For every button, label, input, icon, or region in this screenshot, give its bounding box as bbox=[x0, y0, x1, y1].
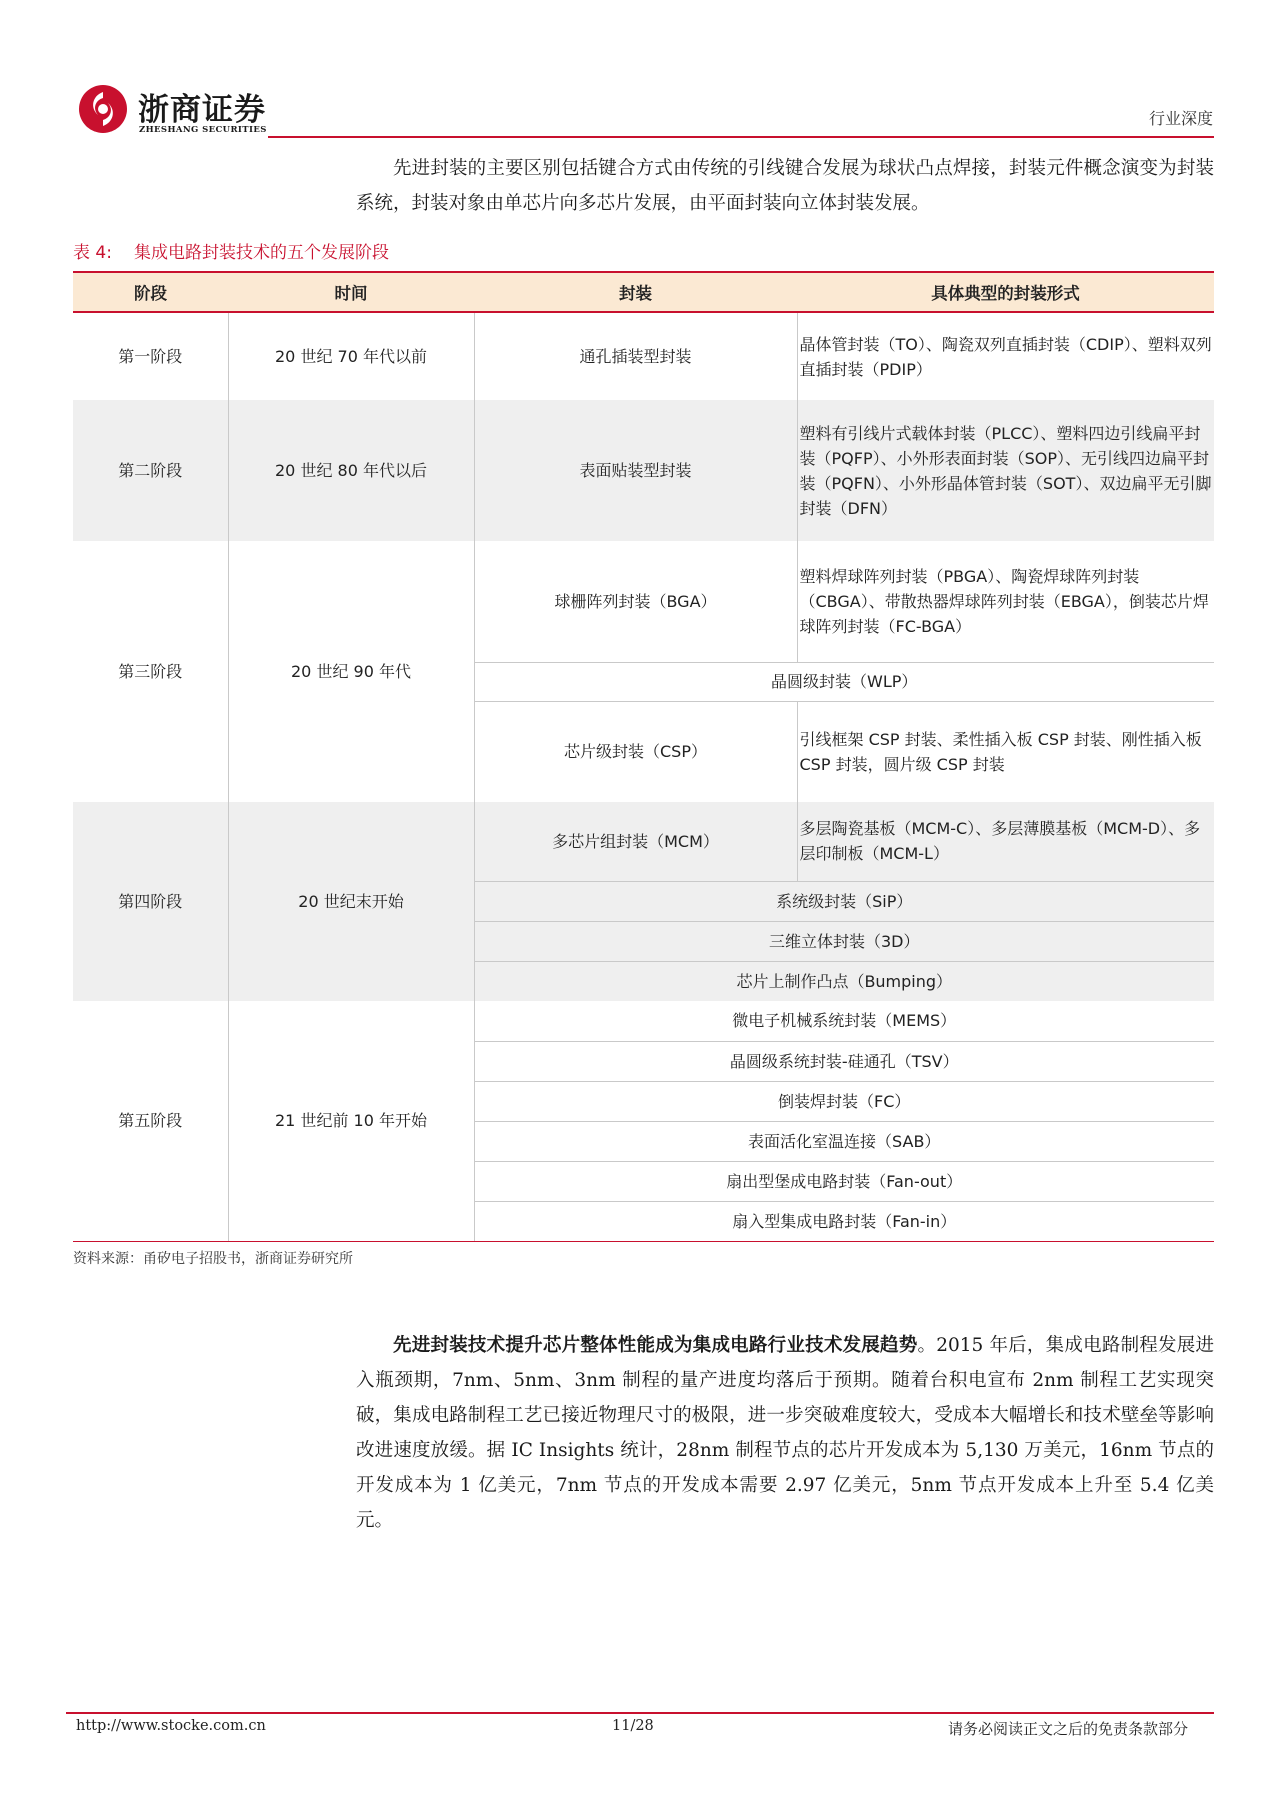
trend-paragraph bbox=[356, 1328, 1214, 1538]
footer-disclaimer: 请务必阅读正文之后的免责条款部分 bbox=[947, 1720, 1188, 1738]
table-source-note: 资料来源：甬矽电子招股书，浙商证券研究所 bbox=[73, 1251, 353, 1267]
package-cell: 三维立体封装（3D） bbox=[474, 921, 1214, 961]
package-cell: 微电子机械系统封装（MEMS） bbox=[474, 1001, 1214, 1041]
header-forms: 具体典型的封装形式 bbox=[797, 272, 1214, 312]
package-cell: 表面活化室温连接（SAB） bbox=[474, 1121, 1214, 1161]
forms-cell: 塑料焊球阵列封装（PBGA）、陶瓷焊球阵列封装（CBGA）、带散热器焊球阵列封装（EBGA），倒装芯片焊球阵列封装（FC-BGA） bbox=[797, 541, 1214, 662]
footer-website-link[interactable]: http://www.stocke.com.cn bbox=[76, 1718, 266, 1734]
stage-cell: 第四阶段 bbox=[73, 802, 228, 1001]
stage-cell: 第二阶段 bbox=[73, 400, 228, 541]
table-header-row bbox=[73, 272, 1214, 312]
stage-cell: 第三阶段 bbox=[118, 662, 183, 681]
package-cell: 晶圆级系统封装-硅通孔（TSV） bbox=[474, 1041, 1214, 1081]
table-row bbox=[73, 400, 1214, 541]
intro-paragraph bbox=[356, 151, 1214, 221]
package-cell: 系统级封装（SiP） bbox=[474, 881, 1214, 921]
forms-cell: 塑料有引线片式载体封装（PLCC）、塑料四边引线扁平封装（PQFP）、小外形表面封装（SOP）、无引线四边扁平封装（PQFN）、小外形晶体管封装（SOT）、双边扁平无引脚封装（DFN） bbox=[797, 400, 1214, 541]
forms-cell: 引线框架 CSP 封装、柔性插入板 CSP 封装、刚性插入板 CSP 封装，圆片级 CSP 封装 bbox=[797, 701, 1214, 802]
time-cell: 20 世纪 80 年代以后 bbox=[228, 400, 474, 541]
brand-name-cn: 浙商证券 bbox=[138, 92, 266, 128]
package-cell: 芯片上制作凸点（Bumping） bbox=[474, 961, 1214, 1001]
brand-name-en: ZHESHANG SECURITIES bbox=[139, 125, 267, 135]
table-row bbox=[73, 312, 1214, 400]
header-package: 封装 bbox=[474, 272, 797, 312]
forms-cell: 晶体管封装（TO）、陶瓷双列直插封装（CDIP）、塑料双列直插封装（PDIP） bbox=[797, 312, 1214, 400]
intro-paragraph-text: 先进封装的主要区别包括键合方式由传统的引线键合发展为球状凸点焊接，封装元件概念演变为封装系统，封装对象由单芯片向多芯片发展，由平面封装向立体封装发展。 bbox=[356, 158, 1214, 214]
package-cell: 扇入型集成电路封装（Fan-in） bbox=[474, 1201, 1214, 1241]
page-number: 11/28 bbox=[612, 1718, 654, 1734]
table-caption-title: 集成电路封装技术的五个发展阶段 bbox=[133, 243, 389, 263]
time-cell: 20 世纪末开始 bbox=[228, 802, 474, 1001]
package-cell: 通孔插装型封装 bbox=[474, 312, 797, 400]
package-cell: 扇出型堡成电路封装（Fan-out） bbox=[474, 1161, 1214, 1201]
header-stage: 阶段 bbox=[73, 272, 228, 312]
trend-paragraph-text bbox=[356, 1328, 1214, 1538]
table-row bbox=[73, 802, 1214, 881]
package-cell: 晶圆级封装（WLP） bbox=[474, 662, 1214, 701]
stage-cell: 第一阶段 bbox=[118, 347, 183, 366]
footer-divider bbox=[66, 1712, 1214, 1714]
stage-cell: 第五阶段 bbox=[73, 1001, 228, 1241]
package-cell: 表面贴装型封装 bbox=[474, 400, 797, 541]
header-divider bbox=[268, 136, 1214, 138]
table-caption bbox=[73, 238, 389, 263]
brand-logo bbox=[78, 82, 278, 140]
table-caption-number: 表 4: bbox=[73, 243, 112, 263]
time-cell: 20 世纪 90 年代 bbox=[228, 541, 474, 802]
package-cell: 多芯片组封装（MCM） bbox=[474, 802, 797, 881]
report-type-label: 行业深度 bbox=[1148, 109, 1213, 128]
forms-cell: 多层陶瓷基板（MCM-C）、多层薄膜基板（MCM-D）、多层印制板（MCM-L） bbox=[797, 802, 1214, 881]
time-cell: 20 世纪 70 年代以前 bbox=[228, 312, 474, 400]
table-row bbox=[73, 1001, 1214, 1041]
package-cell: 倒装焊封装（FC） bbox=[474, 1081, 1214, 1121]
trend-paragraph-lead: 先进封装技术提升芯片整体性能成为集成电路行业技术发展趋势 bbox=[393, 1335, 918, 1356]
header-time: 时间 bbox=[228, 272, 474, 312]
packaging-stages-table bbox=[73, 271, 1214, 1242]
table-row bbox=[73, 541, 1214, 662]
trend-paragraph-body: 。2015 年后，集成电路制程发展进入瓶颈期，7nm、5nm、3nm 制程的量产进度均落后于预期。随着台积电宣布 2nm 制程工艺实现突破，集成电路制程工艺已接近物理尺寸的极限，进一步突破难度较大，受成本大幅增长和技术壁垒等影响改进速度放缓。据 IC Insights 统计，28nm 制程节点的芯片开发成本为 5,130 万美元，16nm 节点的开发成本为 1 亿美元，7nm 节点的开发成本需要 2.97 亿美元，5nm 节点开发成本上升至 5.4 亿美元。 bbox=[356, 1335, 1214, 1531]
zheshang-logo-icon bbox=[78, 84, 128, 134]
package-cell: 芯片级封装（CSP） bbox=[474, 701, 797, 802]
time-cell: 21 世纪前 10 年开始 bbox=[228, 1001, 474, 1241]
package-cell: 球栅阵列封装（BGA） bbox=[474, 541, 797, 662]
